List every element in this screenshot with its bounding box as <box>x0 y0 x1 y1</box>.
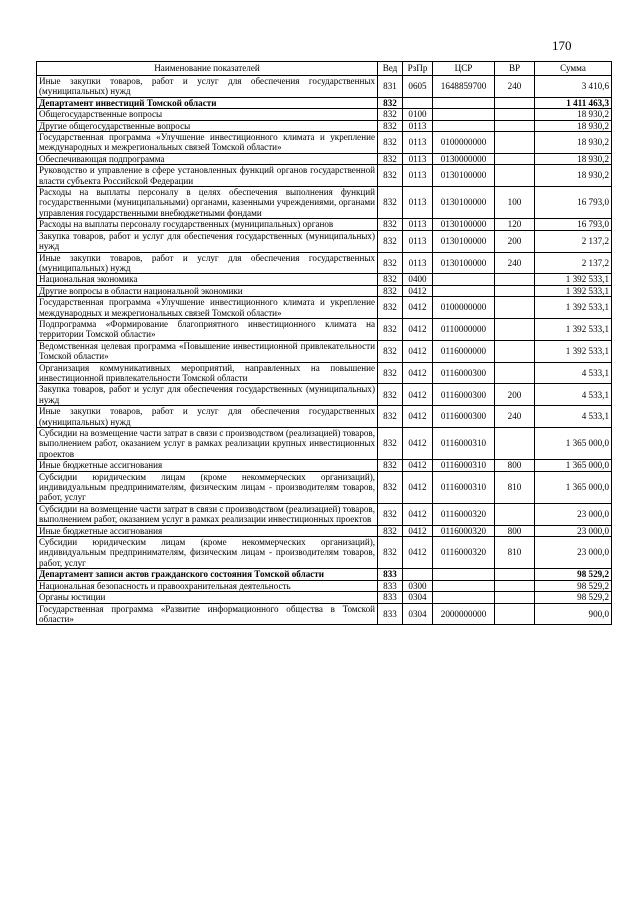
row-vr: 200 <box>495 230 535 252</box>
row-vr <box>495 569 535 580</box>
row-rzpr: 0113 <box>403 132 433 154</box>
table-row <box>37 297 612 319</box>
row-rzpr: 0400 <box>403 274 433 285</box>
row-rzpr: 0412 <box>403 285 433 296</box>
page-number: 170 <box>552 38 572 53</box>
row-rzpr: 0412 <box>403 384 433 406</box>
row-vr <box>495 165 535 187</box>
row-rzpr: 0100 <box>403 109 433 120</box>
table-row <box>37 252 612 274</box>
row-amount: 98 529,2 <box>535 569 612 580</box>
row-vr: 120 <box>495 219 535 230</box>
header-csr: ЦСР <box>433 62 495 76</box>
row-rzpr: 0113 <box>403 153 433 164</box>
row-name: Субсидии на возмещение части затрат в связи с производством (реализацией) товаров, выполнением работ, оказанием услуг в рамках реализации крупных инвестиционных проектов <box>37 428 378 460</box>
row-rzpr: 0412 <box>403 525 433 536</box>
row-rzpr: 0412 <box>403 537 433 569</box>
row-csr: 0130100000 <box>433 165 495 187</box>
row-ved: 832 <box>378 274 403 285</box>
row-rzpr: 0412 <box>403 471 433 503</box>
row-name: Подпрограмма «Формирование благоприятного инвестиционного климата на территории Томской области» <box>37 318 378 340</box>
header-ved: Вед <box>378 62 403 76</box>
table-row <box>37 187 612 219</box>
table-row <box>37 460 612 471</box>
row-amount: 98 529,2 <box>535 580 612 591</box>
row-csr: 0116000000 <box>433 340 495 362</box>
row-amount: 1 365 000,0 <box>535 460 612 471</box>
row-csr: 0116000320 <box>433 537 495 569</box>
row-rzpr <box>403 97 433 108</box>
header-amount: Сумма <box>535 62 612 76</box>
row-ved: 833 <box>378 592 403 603</box>
row-csr: 0130000000 <box>433 153 495 164</box>
row-rzpr: 0412 <box>403 460 433 471</box>
row-name: Другие общегосударственные вопросы <box>37 120 378 131</box>
row-ved: 832 <box>378 252 403 274</box>
row-name: Государственная программа «Развитие информационного общества в Томской области» <box>37 603 378 625</box>
row-csr: 0130100000 <box>433 252 495 274</box>
row-amount: 2 137,2 <box>535 252 612 274</box>
row-name: Иные закупки товаров, работ и услуг для обеспечения государственных (муниципальных) нужд <box>37 406 378 428</box>
row-ved: 832 <box>378 503 403 525</box>
row-rzpr: 0300 <box>403 580 433 591</box>
row-amount: 1 392 533,1 <box>535 318 612 340</box>
row-vr <box>495 132 535 154</box>
row-csr: 0116000300 <box>433 384 495 406</box>
row-amount: 18 930,2 <box>535 165 612 187</box>
row-ved: 833 <box>378 603 403 625</box>
row-csr: 0116000310 <box>433 428 495 460</box>
row-rzpr: 0412 <box>403 297 433 319</box>
table-row <box>37 603 612 625</box>
row-ved: 832 <box>378 525 403 536</box>
row-csr: 2000000000 <box>433 603 495 625</box>
row-amount: 23 000,0 <box>535 537 612 569</box>
row-csr: 0116000320 <box>433 503 495 525</box>
row-rzpr: 0412 <box>403 406 433 428</box>
table-row <box>37 406 612 428</box>
row-csr <box>433 569 495 580</box>
row-name: Субсидии юридическим лицам (кроме некоммерческих организаций), индивидуальным предпринимателям, физическим лицам - производителям товаров, работ, услуг <box>37 537 378 569</box>
table-row <box>37 503 612 525</box>
row-ved: 833 <box>378 569 403 580</box>
row-amount: 4 533,1 <box>535 362 612 384</box>
row-name: Общегосударственные вопросы <box>37 109 378 120</box>
row-amount: 18 930,2 <box>535 120 612 131</box>
table-row <box>37 120 612 131</box>
row-ved: 832 <box>378 428 403 460</box>
row-vr <box>495 362 535 384</box>
row-amount: 1 365 000,0 <box>535 428 612 460</box>
row-amount: 18 930,2 <box>535 153 612 164</box>
row-csr: 0130100000 <box>433 187 495 219</box>
row-rzpr: 0113 <box>403 252 433 274</box>
row-amount: 1 411 463,3 <box>535 97 612 108</box>
row-ved: 832 <box>378 318 403 340</box>
row-vr: 800 <box>495 460 535 471</box>
row-rzpr: 0113 <box>403 219 433 230</box>
row-amount: 1 392 533,1 <box>535 285 612 296</box>
row-ved: 832 <box>378 362 403 384</box>
row-csr <box>433 120 495 131</box>
row-amount: 3 410,6 <box>535 76 612 98</box>
row-csr: 0116000300 <box>433 362 495 384</box>
row-name: Департамент инвестиций Томской области <box>37 97 378 108</box>
row-amount: 23 000,0 <box>535 503 612 525</box>
row-vr: 240 <box>495 406 535 428</box>
row-vr: 810 <box>495 537 535 569</box>
row-name: Субсидии на возмещение части затрат в связи с производством (реализацией) товаров, выполнением работ, оказанием услуг в рамках реализации инвестиционных проектов <box>37 503 378 525</box>
row-amount: 23 000,0 <box>535 525 612 536</box>
row-csr: 0116000320 <box>433 525 495 536</box>
row-vr <box>495 109 535 120</box>
row-ved: 832 <box>378 340 403 362</box>
table-row <box>37 230 612 252</box>
row-vr: 240 <box>495 252 535 274</box>
row-rzpr: 0605 <box>403 76 433 98</box>
row-name: Расходы на выплаты персоналу государственных (муниципальных) органов <box>37 219 378 230</box>
row-ved: 833 <box>378 580 403 591</box>
table-row <box>37 132 612 154</box>
row-amount: 4 533,1 <box>535 406 612 428</box>
row-ved: 832 <box>378 471 403 503</box>
row-name: Иные закупки товаров, работ и услуг для обеспечения государственных (муниципальных) нужд <box>37 252 378 274</box>
table-row <box>37 471 612 503</box>
row-csr <box>433 109 495 120</box>
row-name: Иные бюджетные ассигнования <box>37 460 378 471</box>
table-row <box>37 537 612 569</box>
row-amount: 16 793,0 <box>535 187 612 219</box>
row-ved: 832 <box>378 537 403 569</box>
table-row <box>37 274 612 285</box>
row-amount: 1 365 000,0 <box>535 471 612 503</box>
row-rzpr <box>403 569 433 580</box>
row-vr <box>495 603 535 625</box>
row-vr <box>495 592 535 603</box>
table-row <box>37 580 612 591</box>
row-name: Закупка товаров, работ и услуг для обеспечения государственных (муниципальных) нужд <box>37 230 378 252</box>
row-csr <box>433 285 495 296</box>
row-vr <box>495 297 535 319</box>
row-csr: 0130100000 <box>433 230 495 252</box>
table-row <box>37 340 612 362</box>
row-vr: 800 <box>495 525 535 536</box>
row-vr <box>495 120 535 131</box>
row-amount: 2 137,2 <box>535 230 612 252</box>
table-row <box>37 76 612 98</box>
row-amount: 1 392 533,1 <box>535 297 612 319</box>
row-vr <box>495 285 535 296</box>
row-ved: 832 <box>378 384 403 406</box>
table-row <box>37 165 612 187</box>
table-row <box>37 592 612 603</box>
row-csr: 0100000000 <box>433 132 495 154</box>
row-csr: 0130100000 <box>433 219 495 230</box>
table-row <box>37 362 612 384</box>
header-vr: ВР <box>495 62 535 76</box>
row-name: Обеспечивающая подпрограмма <box>37 153 378 164</box>
row-ved: 832 <box>378 153 403 164</box>
row-csr: 0116000310 <box>433 460 495 471</box>
row-ved: 832 <box>378 297 403 319</box>
row-rzpr: 0412 <box>403 362 433 384</box>
row-vr: 100 <box>495 187 535 219</box>
row-rzpr: 0304 <box>403 592 433 603</box>
row-ved: 832 <box>378 120 403 131</box>
row-amount: 4 533,1 <box>535 384 612 406</box>
budget-table <box>36 61 612 625</box>
table-row <box>37 525 612 536</box>
row-ved: 832 <box>378 187 403 219</box>
row-ved: 832 <box>378 219 403 230</box>
row-vr: 810 <box>495 471 535 503</box>
table-row <box>37 153 612 164</box>
row-name: Иные закупки товаров, работ и услуг для обеспечения государственных (муниципальных) нужд <box>37 76 378 98</box>
table-row <box>37 384 612 406</box>
row-vr <box>495 97 535 108</box>
table-body <box>37 76 612 625</box>
row-rzpr: 0113 <box>403 165 433 187</box>
row-vr <box>495 340 535 362</box>
row-name: Государственная программа «Улучшение инвестиционного климата и укрепление международных и межрегиональных связей Томской области» <box>37 132 378 154</box>
row-amount: 18 930,2 <box>535 132 612 154</box>
row-name: Государственная программа «Улучшение инвестиционного климата и укрепление международных и межрегиональных связей Томской области» <box>37 297 378 319</box>
row-name: Департамент записи актов гражданского состояния Томской области <box>37 569 378 580</box>
row-vr <box>495 428 535 460</box>
row-csr <box>433 97 495 108</box>
row-csr <box>433 592 495 603</box>
row-ved: 832 <box>378 97 403 108</box>
row-ved: 831 <box>378 76 403 98</box>
row-vr <box>495 318 535 340</box>
row-ved: 832 <box>378 460 403 471</box>
row-name: Организация коммуникативных мероприятий, направленных на повышение инвестиционной привлекательности Томской области <box>37 362 378 384</box>
row-rzpr: 0412 <box>403 503 433 525</box>
row-vr <box>495 503 535 525</box>
row-name: Руководство и управление в сфере установленных функций органов государственной власти субъекта Российской Федерации <box>37 165 378 187</box>
header-name: Наименование показателей <box>37 62 378 76</box>
row-csr: 0100000000 <box>433 297 495 319</box>
header-rzpr: РзПр <box>403 62 433 76</box>
row-amount: 900,0 <box>535 603 612 625</box>
row-name: Ведомственная целевая программа «Повышение инвестиционной привлекательности Томской области» <box>37 340 378 362</box>
row-csr <box>433 274 495 285</box>
row-vr <box>495 580 535 591</box>
table-header-row <box>37 62 612 76</box>
row-ved: 832 <box>378 109 403 120</box>
row-rzpr: 0113 <box>403 230 433 252</box>
row-rzpr: 0412 <box>403 340 433 362</box>
row-amount: 1 392 533,1 <box>535 340 612 362</box>
table-row <box>37 569 612 580</box>
row-csr <box>433 580 495 591</box>
row-rzpr: 0412 <box>403 428 433 460</box>
table-row <box>37 285 612 296</box>
row-rzpr: 0304 <box>403 603 433 625</box>
row-amount: 16 793,0 <box>535 219 612 230</box>
row-name: Другие вопросы в области национальной экономики <box>37 285 378 296</box>
row-name: Национальная экономика <box>37 274 378 285</box>
row-ved: 832 <box>378 285 403 296</box>
row-ved: 832 <box>378 165 403 187</box>
row-rzpr: 0412 <box>403 318 433 340</box>
row-ved: 832 <box>378 406 403 428</box>
row-ved: 832 <box>378 230 403 252</box>
row-vr <box>495 274 535 285</box>
row-vr: 200 <box>495 384 535 406</box>
row-ved: 832 <box>378 132 403 154</box>
row-csr: 0116000300 <box>433 406 495 428</box>
row-name: Органы юстиции <box>37 592 378 603</box>
table-row <box>37 109 612 120</box>
row-csr: 0116000310 <box>433 471 495 503</box>
row-amount: 1 392 533,1 <box>535 274 612 285</box>
row-amount: 18 930,2 <box>535 109 612 120</box>
table-row <box>37 219 612 230</box>
row-name: Иные бюджетные ассигнования <box>37 525 378 536</box>
row-csr: 0110000000 <box>433 318 495 340</box>
table-row <box>37 318 612 340</box>
row-name: Национальная безопасность и правоохранительная деятельность <box>37 580 378 591</box>
row-amount: 98 529,2 <box>535 592 612 603</box>
row-rzpr: 0113 <box>403 187 433 219</box>
row-name: Закупка товаров, работ и услуг для обеспечения государственных (муниципальных) нужд <box>37 384 378 406</box>
table-row <box>37 428 612 460</box>
row-name: Субсидии юридическим лицам (кроме некоммерческих организаций), индивидуальным предпринимателям, физическим лицам - производителям товаров, работ, услуг <box>37 471 378 503</box>
row-csr: 1648859700 <box>433 76 495 98</box>
row-rzpr: 0113 <box>403 120 433 131</box>
row-vr: 240 <box>495 76 535 98</box>
table-row <box>37 97 612 108</box>
row-vr <box>495 153 535 164</box>
row-name: Расходы на выплаты персоналу в целях обеспечения выполнения функций государственными (муниципальными) органами, казенными учреждениями, органами управления государственными внебюджетными фондами <box>37 187 378 219</box>
